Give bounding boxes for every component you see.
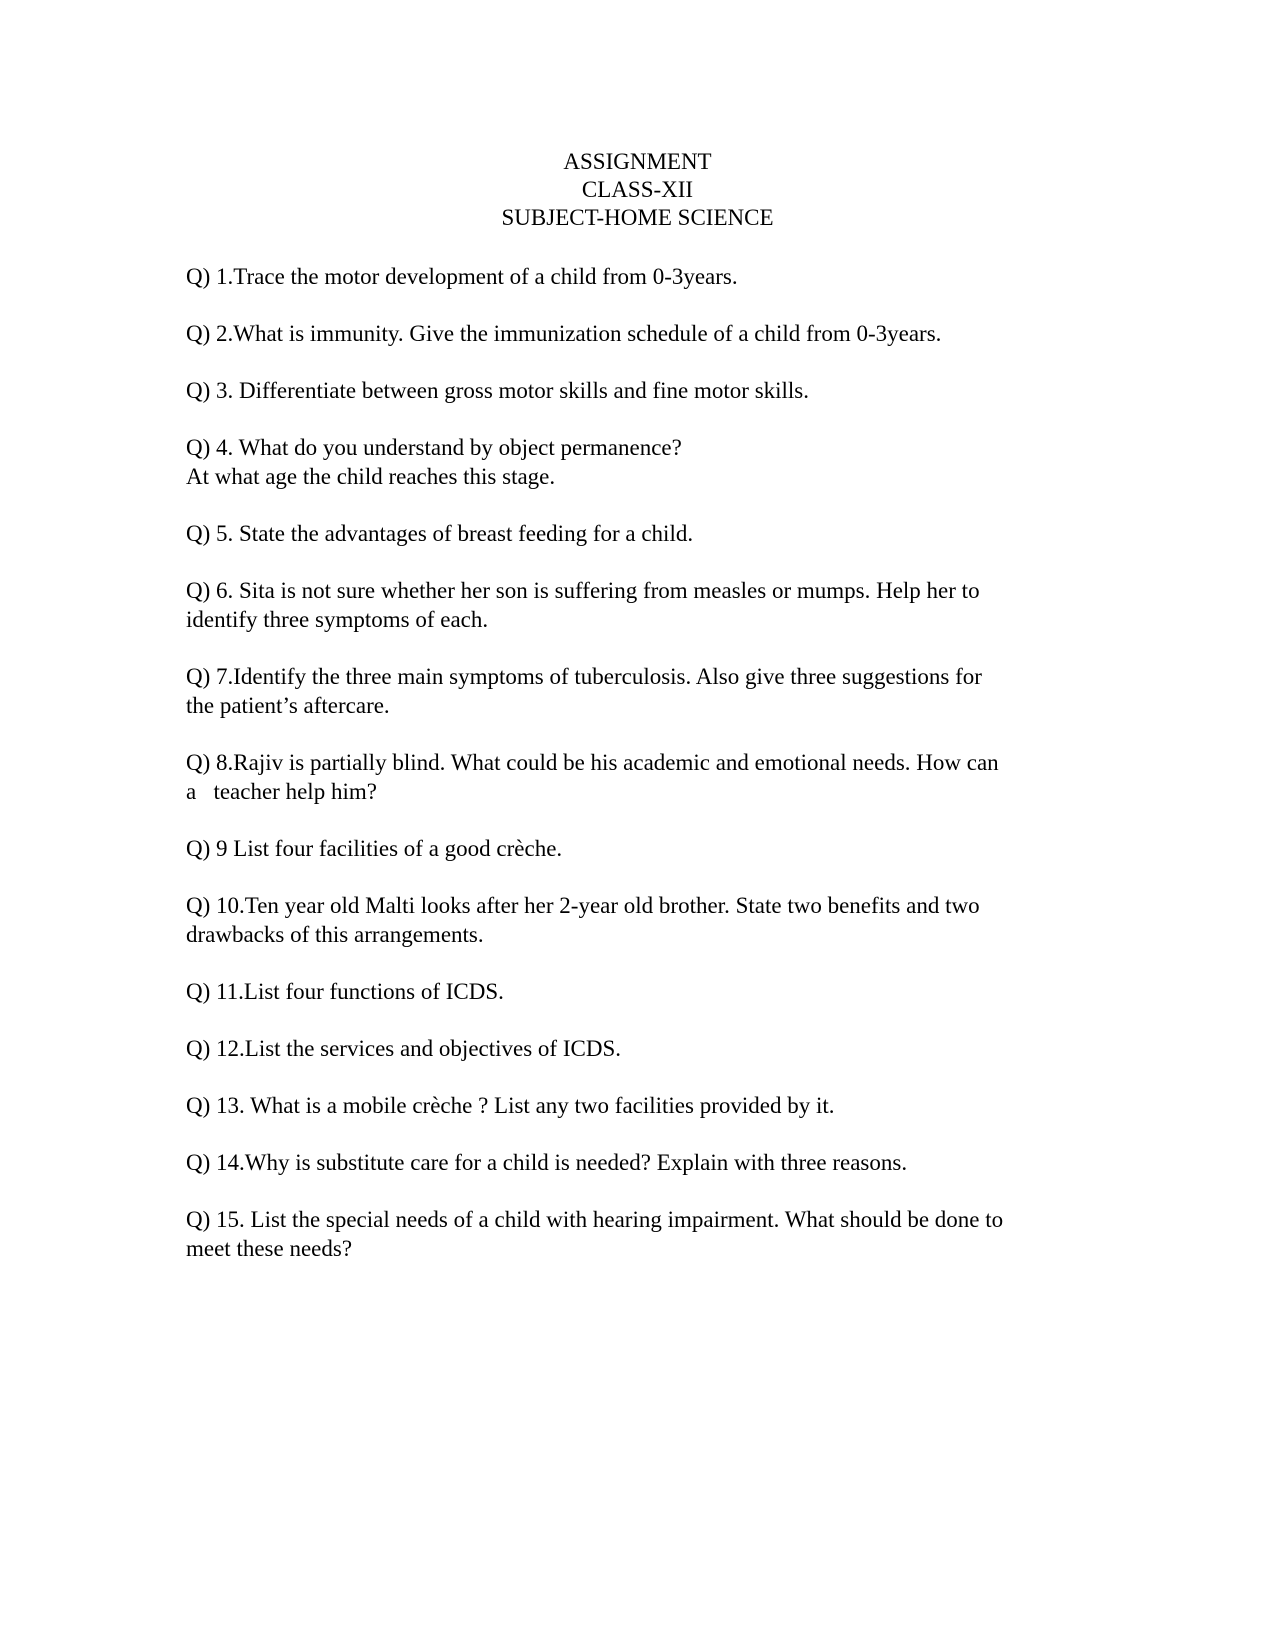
- question-text-line: Q) 3. Differentiate between gross motor skills and fine motor skills.: [186, 378, 810, 403]
- document-header: [0, 148, 1275, 232]
- question-text-line: At what age the child reaches this stage.: [186, 464, 556, 489]
- question-text-line: identify three symptoms of each.: [186, 607, 489, 632]
- question-text-line: Q) 15. List the special needs of a child with hearing impairment. What should be done to: [186, 1207, 1004, 1232]
- question-item: [186, 576, 1086, 634]
- question-item: [186, 891, 1086, 949]
- question-item: [186, 1034, 1086, 1063]
- question-item: [186, 519, 1086, 548]
- question-item: [186, 834, 1086, 863]
- question-text-line: Q) 13. What is a mobile crèche ? List any two facilities provided by it.: [186, 1093, 835, 1118]
- question-item: [186, 1091, 1086, 1120]
- question-text-line: drawbacks of this arrangements.: [186, 922, 484, 947]
- question-text-line: Q) 10.Ten year old Malti looks after her 2-year old brother. State two benefits and two: [186, 893, 980, 918]
- subject-label: SUBJECT-HOME SCIENCE: [501, 205, 774, 230]
- question-item: [186, 262, 1086, 291]
- question-list: [186, 262, 1086, 1291]
- question-item: [186, 662, 1086, 720]
- question-text-line: Q) 4. What do you understand by object permanence?: [186, 435, 682, 460]
- question-item: [186, 1205, 1086, 1263]
- assignment-title: ASSIGNMENT: [563, 149, 712, 174]
- question-item: [186, 977, 1086, 1006]
- question-text-line: Q) 5. State the advantages of breast feeding for a child.: [186, 521, 694, 546]
- question-text-line: Q) 12.List the services and objectives of ICDS.: [186, 1036, 621, 1061]
- question-text-line: meet these needs?: [186, 1236, 353, 1261]
- question-text-line: Q) 7.Identify the three main symptoms of tuberculosis. Also give three suggestions for: [186, 664, 982, 689]
- question-text-line: Q) 9 List four facilities of a good crèche.: [186, 836, 563, 861]
- question-item: [186, 748, 1086, 806]
- question-text-line: Q) 6. Sita is not sure whether her son is suffering from measles or mumps. Help her to: [186, 578, 980, 603]
- question-item: [186, 433, 1086, 491]
- question-text-line: a teacher help him?: [186, 779, 377, 804]
- question-text-line: Q) 14.Why is substitute care for a child is needed? Explain with three reasons.: [186, 1150, 908, 1175]
- question-text-line: Q) 1.Trace the motor development of a child from 0-3years.: [186, 264, 738, 289]
- question-text-line: Q) 8.Rajiv is partially blind. What could be his academic and emotional needs. How can: [186, 750, 999, 775]
- question-text-line: the patient’s aftercare.: [186, 693, 390, 718]
- question-text-line: Q) 11.List four functions of ICDS.: [186, 979, 504, 1004]
- question-item: [186, 376, 1086, 405]
- question-item: [186, 1148, 1086, 1177]
- class-label: CLASS-XII: [581, 177, 694, 202]
- question-text-line: Q) 2.What is immunity. Give the immunization schedule of a child from 0-3years.: [186, 321, 942, 346]
- question-item: [186, 319, 1086, 348]
